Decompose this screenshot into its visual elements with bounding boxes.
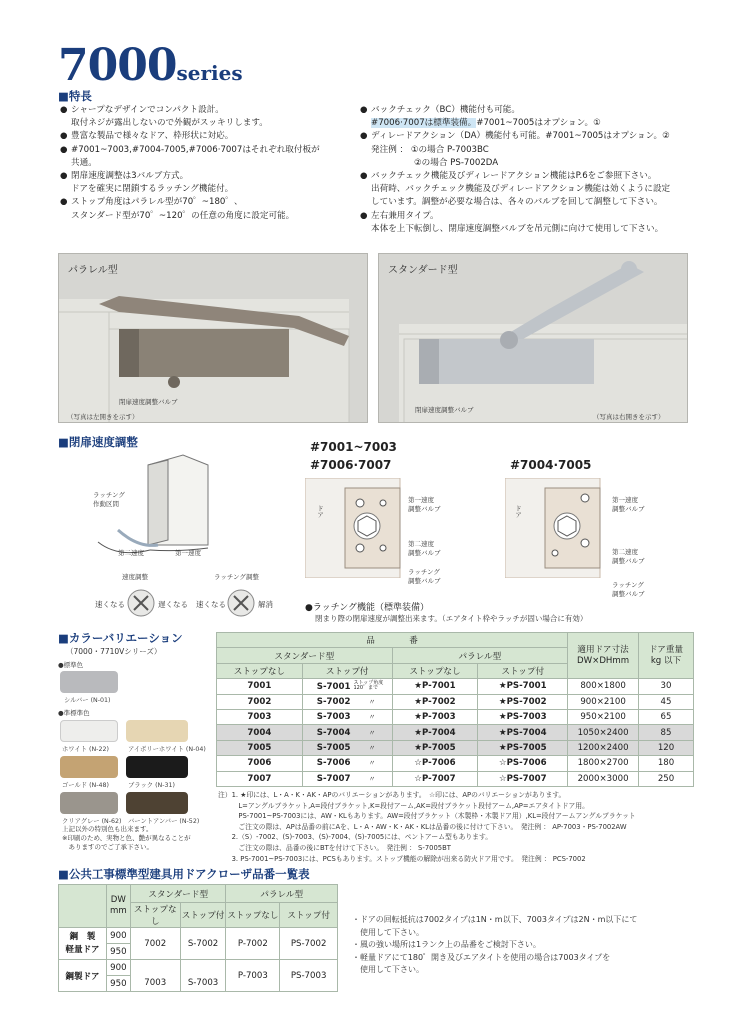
cell-value: S-7007 bbox=[316, 773, 351, 784]
bullet: ● bbox=[60, 197, 68, 208]
bullet: ● bbox=[60, 131, 68, 142]
colors-note-3: ありますのでご了承下さい。 bbox=[62, 843, 153, 851]
color-swatch-label: ブラック (N-31) bbox=[128, 782, 175, 789]
table-cell: ★PS-7002 bbox=[478, 694, 568, 709]
standard-valve-label: 閉扉速度調整バルブ bbox=[415, 406, 474, 414]
right-line bbox=[360, 130, 700, 143]
right-line bbox=[360, 210, 700, 223]
feature-text: 本体を上下転倒し、閉扉速度調整バルブを吊元側に向けて使用して下さい。 bbox=[371, 223, 664, 234]
left-line bbox=[60, 144, 360, 157]
dw-950-a: 950 bbox=[106, 944, 130, 960]
latch-function-desc: 閉まり際の閉扉速度が調整出来ます。（エアタイト枠やラッチが固い場合に有効） bbox=[315, 614, 588, 623]
cell-value: S-7001 bbox=[316, 681, 351, 692]
right-line bbox=[360, 183, 700, 196]
right-line bbox=[360, 170, 700, 183]
features-left bbox=[60, 104, 360, 223]
feature-text: #7001~7005はオプション。① bbox=[476, 118, 601, 129]
latch-adjust-label: ラッチング調整 bbox=[214, 573, 259, 581]
table-cell: ☆PS-7007 bbox=[478, 771, 568, 786]
table-cell: 85 bbox=[639, 725, 694, 740]
pub-s3: 7003 bbox=[130, 976, 180, 992]
standard-color-label: ●標準色 bbox=[58, 661, 84, 669]
color-swatch-label: バーントアンバー (N-52) bbox=[128, 818, 200, 825]
bullet: ● bbox=[60, 105, 68, 115]
parallel-label: パラレル型 bbox=[68, 265, 118, 276]
second-speed-label: 第二速度 bbox=[118, 549, 144, 557]
public-note-line: 使用して下さい。 bbox=[352, 965, 424, 974]
table-cell: 1800×2700 bbox=[568, 756, 639, 771]
ditto-mark: 〃 bbox=[368, 697, 376, 706]
color-swatch bbox=[60, 671, 118, 693]
header-door-size: 適用ドア寸法 DW×DHmm bbox=[568, 633, 639, 679]
title-suffix: series bbox=[176, 61, 243, 85]
feature-text: バックチェック（BC）機能付も可能。 bbox=[371, 105, 520, 115]
table-cell: 30 bbox=[639, 679, 694, 694]
table-cell: 1200×2400 bbox=[568, 740, 639, 755]
valve2-label-b: 第二速度 調整バルブ bbox=[612, 548, 645, 565]
table-cell: ★P-7001 bbox=[392, 679, 478, 694]
header-par-stop: ストップ付 bbox=[478, 663, 568, 678]
table-cell: 800×1800 bbox=[568, 679, 639, 694]
feature-text: バックチェック機能及びディレードアクション機能はP.6をご参照下さい。 bbox=[371, 171, 657, 182]
features-heading: ■特長 bbox=[58, 89, 92, 103]
table-cell: 7001 bbox=[217, 679, 303, 694]
header-std-stop: ストップ付 bbox=[302, 663, 392, 678]
feature-text: ストップ角度はパラレル型が70゜~180゜、 bbox=[71, 197, 243, 208]
valve2-label-a: 第二速度 調整バルブ bbox=[408, 540, 441, 557]
ditto-mark: 〃 bbox=[368, 743, 376, 752]
table-cell bbox=[302, 740, 392, 755]
table-cell: 45 bbox=[639, 694, 694, 709]
colors-note-2: ※印刷のため、実物と色、艶が異なることが bbox=[62, 834, 191, 842]
group-steel: 鋼製ドア bbox=[59, 960, 107, 992]
model-a2: #7006·7007 bbox=[310, 458, 392, 472]
valve1-label-a: 第一速度 調整バルブ bbox=[408, 496, 441, 513]
door-label-b: ドア bbox=[514, 505, 522, 518]
table-note-line: ご注文の際は、APは品番の前にAを、L・A・AW・K・AK・KLは品番の後に付けて下さい。 発注例 ： AP-7003・PS-7002AW bbox=[218, 822, 627, 831]
feature-text: 左右兼用タイプ。 bbox=[371, 210, 439, 221]
table-cell: 1050×2400 bbox=[568, 725, 639, 740]
ditto-mark: 〃 bbox=[368, 728, 376, 737]
table-cell: 250 bbox=[639, 771, 694, 786]
table-cell: 120 bbox=[639, 740, 694, 755]
table-row bbox=[217, 771, 694, 786]
table-cell: 2000×3000 bbox=[568, 771, 639, 786]
table-cell: 7006 bbox=[217, 756, 303, 771]
left-line bbox=[60, 117, 360, 130]
left-line bbox=[60, 210, 360, 223]
header-pub-h1: ストップなし bbox=[130, 903, 180, 928]
table-cell bbox=[302, 694, 392, 709]
door-swing-diagram bbox=[58, 450, 238, 560]
product-table-notes bbox=[218, 790, 636, 864]
cell-value: S-7004 bbox=[316, 727, 351, 738]
semi-standard-color-label: ●準標準色 bbox=[58, 709, 90, 717]
feature-text: ②の場合 PS-7002DA bbox=[371, 157, 499, 168]
pub-s1: 7002 bbox=[130, 928, 180, 960]
table-note-line: PS-7001~PS-7003には、AW・KLもあります。AW=段付ブラケット（木製枠・木製ドア用）,KL=段付アームアングルブラケット bbox=[218, 812, 636, 821]
feature-text: 取付ネジが露出しないので外観がスッキリします。 bbox=[71, 118, 268, 129]
feature-text: ドアを確実に閉鎖するラッチング機能付。 bbox=[71, 184, 234, 195]
public-note-line: 使用して下さい。 bbox=[352, 927, 424, 937]
left-line bbox=[60, 130, 360, 143]
pub-p1: P-7002 bbox=[226, 928, 280, 960]
table-note-line: ご注文の際は、品番の後にBTを付けて下さい。 発注例 ： S-7005BT bbox=[218, 843, 451, 852]
bullet: ● bbox=[60, 171, 68, 182]
valve-diagram-b bbox=[505, 478, 605, 578]
table-row bbox=[217, 725, 694, 740]
public-works-table bbox=[58, 884, 338, 992]
color-swatch bbox=[126, 756, 188, 778]
color-swatch-label: クリアグレー (N-62) bbox=[62, 818, 122, 825]
table-cell: 7002 bbox=[217, 694, 303, 709]
table-cell: 180 bbox=[639, 756, 694, 771]
table-cell: ☆P-7007 bbox=[392, 771, 478, 786]
parallel-closer-illustration bbox=[59, 254, 368, 423]
bullet: ● bbox=[360, 210, 368, 221]
bullet: ● bbox=[60, 144, 68, 155]
header-door-weight: ドア重量 kg 以下 bbox=[639, 633, 694, 679]
product-table bbox=[216, 632, 694, 787]
table-note-line: 3. PS-7001~PS-7003には、PCSもあります。ストップ機能の解除が出来る防火ドア用です。 発注例 ： PCS-7002 bbox=[218, 854, 586, 863]
ditto-mark: 〃 bbox=[368, 759, 376, 768]
latch-zone-label: ラッチング 作動区間 bbox=[93, 491, 125, 508]
public-note-line: ・風の強い場所は1ランク上の品番をご検討下さい。 bbox=[352, 940, 541, 949]
right-line bbox=[360, 223, 700, 236]
parallel-valve-label: 閉扉速度調整バルブ bbox=[119, 398, 178, 406]
header-standard-type: スタンダード型 bbox=[217, 648, 393, 663]
cell-value: S-7006 bbox=[316, 758, 351, 769]
table-cell bbox=[302, 725, 392, 740]
table-cell: 7003 bbox=[217, 709, 303, 724]
color-swatch bbox=[60, 756, 118, 778]
parallel-note: （写真は左開きを示す） bbox=[67, 413, 139, 421]
colors-note-1: 上記以外の特別色も出来ます。 bbox=[62, 825, 153, 833]
table-cell bbox=[302, 679, 392, 694]
public-note-line: ・軽量ドアにて180゜開き及びエアタイトを使用の場合は7003タイプを bbox=[352, 952, 611, 962]
public-table-notes bbox=[352, 914, 637, 977]
cell-value: S-7005 bbox=[316, 742, 351, 753]
stop-angle-note: ストップ角度 120゜まで bbox=[353, 679, 384, 692]
table-cell: ★PS-7004 bbox=[478, 725, 568, 740]
speed-heading: ■閉扉速度調整 bbox=[58, 435, 138, 449]
cell-value: S-7003 bbox=[316, 712, 351, 723]
speed-adjust-label: 速度調整 bbox=[122, 573, 148, 581]
left-line bbox=[60, 183, 360, 196]
header-pub-standard: スタンダード型 bbox=[130, 885, 226, 903]
color-swatch bbox=[60, 720, 118, 742]
latch-valve-icon bbox=[226, 588, 256, 618]
table-cell: 950×2100 bbox=[568, 709, 639, 724]
feature-text: 閉扉速度調整は3バルブ方式。 bbox=[71, 171, 189, 182]
color-swatch bbox=[126, 720, 188, 742]
table-cell: ★P-7004 bbox=[392, 725, 478, 740]
features-right bbox=[360, 104, 700, 236]
cell-value: S-7002 bbox=[316, 696, 351, 707]
right-line bbox=[360, 144, 700, 157]
table-note-line: 2.（S）-7002、(S)-7003、(S)-7004、(S)-7005には、ペントアーム型もあります。 bbox=[218, 833, 493, 842]
feature-text: シャープなデザインでコンパクト設計。 bbox=[71, 105, 224, 115]
parallel-photo bbox=[58, 253, 368, 423]
page-title bbox=[58, 40, 243, 91]
ditto-mark: 〃 bbox=[368, 774, 376, 783]
header-std-stop-none: ストップなし bbox=[217, 663, 303, 678]
public-table-heading: ■公共工事標準型建具用ドアクローザ品番一覧表 bbox=[58, 867, 310, 881]
feature-text: #7001~7003,#7004-7005,#7006·7007はそれぞれ取付板が bbox=[71, 144, 320, 155]
feature-text: 共通。 bbox=[71, 157, 97, 168]
model-b: #7004·7005 bbox=[510, 458, 592, 472]
header-pub-h3: ストップなし bbox=[226, 903, 280, 928]
header-par-stop-none: ストップなし bbox=[392, 663, 478, 678]
table-cell: ★PS-7005 bbox=[478, 740, 568, 755]
pub-p3: P-7003 bbox=[226, 960, 280, 992]
pub-s2: S-7002 bbox=[180, 928, 226, 960]
header-pub-h4: ストップ付 bbox=[280, 903, 338, 928]
table-cell: 65 bbox=[639, 709, 694, 724]
table-cell bbox=[302, 771, 392, 786]
header-pub-h2: ストップ付 bbox=[180, 903, 226, 928]
slow-label: 遅くなる bbox=[158, 600, 188, 609]
latch-function-title: ●ラッチング機能（標準装備） bbox=[305, 603, 430, 613]
valve3-label-b: ラッチング 調整バルブ bbox=[612, 581, 645, 598]
feature-text: 出荷時、バックチェック機能及びディレードアクション機能は効くように設定 bbox=[371, 184, 671, 195]
feature-text: 発注例 ： ①の場合 P-7003BC bbox=[371, 144, 489, 155]
first-speed-label: 第一速度 bbox=[175, 549, 201, 557]
standard-photo bbox=[378, 253, 688, 423]
door-label-a: ドア bbox=[316, 505, 324, 518]
table-cell: ☆P-7006 bbox=[392, 756, 478, 771]
header-pub-parallel: パラレル型 bbox=[226, 885, 338, 903]
table-cell: ★PS-7003 bbox=[478, 709, 568, 724]
dw-900-b: 900 bbox=[106, 960, 130, 976]
standard-note: （写真は右開きを示す） bbox=[593, 413, 665, 421]
header-parallel-type: パラレル型 bbox=[392, 648, 568, 663]
title-number: 7000 bbox=[58, 40, 177, 91]
table-row bbox=[217, 709, 694, 724]
table-cell: ☆PS-7006 bbox=[478, 756, 568, 771]
right-line bbox=[360, 104, 700, 117]
color-swatch bbox=[60, 792, 118, 814]
valve-diagram-a bbox=[305, 478, 405, 578]
table-row bbox=[217, 756, 694, 771]
bullet: ● bbox=[360, 131, 368, 142]
model-a1: #7001~7003 bbox=[310, 440, 397, 454]
dw-950-b: 950 bbox=[106, 976, 130, 992]
group-light-steel: 鋼 製 軽量ドア bbox=[59, 928, 107, 960]
feature-text: しています。調整が必要な場合は、各々のバルブを回して調整して下さい。 bbox=[371, 197, 663, 208]
feature-text: ディレードアクション（DA）機能付も可能。#7001~7005はオプション。② bbox=[371, 131, 670, 142]
right-line bbox=[360, 196, 700, 209]
public-note-line: ・ドアの回転抵抗は7002タイプは1N・m以下、7003タイプは2N・m以下にて bbox=[352, 915, 638, 924]
highlight-text: #7006·7007は標準装備。 bbox=[371, 118, 477, 129]
color-swatch-label: シルバー (N-01) bbox=[64, 697, 111, 704]
table-cell: ★PS-7001 bbox=[478, 679, 568, 694]
right-line bbox=[360, 117, 700, 130]
fast2-label: 速くなる bbox=[196, 600, 226, 609]
header-dw: DW mm bbox=[106, 885, 130, 928]
left-line bbox=[60, 170, 360, 183]
right-line bbox=[360, 157, 700, 170]
colors-subheading: （7000・7710Vシリーズ） bbox=[66, 647, 162, 656]
table-cell bbox=[302, 709, 392, 724]
standard-label: スタンダード型 bbox=[388, 265, 458, 276]
table-cell: 7004 bbox=[217, 725, 303, 740]
bullet: ● bbox=[360, 171, 368, 182]
color-swatch bbox=[126, 792, 188, 814]
pub-s4: S-7003 bbox=[180, 976, 226, 992]
table-cell: ★P-7003 bbox=[392, 709, 478, 724]
table-note-line: L=アングルブラケット,A=段付ブラケット,K=段付アーム,AK=段付ブラケット段付アーム,AP=エアタイトドア用。 bbox=[218, 801, 589, 810]
speed-valve-icon bbox=[126, 588, 156, 618]
bullet: ● bbox=[360, 105, 368, 115]
table-cell: ★P-7005 bbox=[392, 740, 478, 755]
color-swatch-label: ホワイト (N-22) bbox=[62, 746, 109, 753]
left-line bbox=[60, 196, 360, 209]
ditto-mark: 〃 bbox=[368, 713, 376, 722]
valve1-label-b: 第一速度 調整バルブ bbox=[612, 496, 645, 513]
standard-closer-illustration bbox=[379, 254, 688, 423]
feature-text: 豊富な製品で様々なドア、枠形状に対応。 bbox=[71, 131, 234, 142]
table-cell bbox=[302, 756, 392, 771]
table-cell: 900×2100 bbox=[568, 694, 639, 709]
left-line bbox=[60, 104, 360, 117]
release-label: 解消 bbox=[258, 600, 273, 609]
header-product: 品 番 bbox=[217, 633, 568, 648]
pub-p2: PS-7002 bbox=[280, 928, 338, 960]
pub-s3-blank bbox=[130, 960, 180, 976]
table-cell: ★P-7002 bbox=[392, 694, 478, 709]
color-swatch-label: ゴールド (N-48) bbox=[62, 782, 109, 789]
fast-label: 速くなる bbox=[95, 600, 125, 609]
pub-s4-blank bbox=[180, 960, 226, 976]
valve3-label-a: ラッチング 調整バルブ bbox=[408, 568, 441, 585]
table-row bbox=[217, 679, 694, 694]
color-swatch-label: アイボリーホワイト (N-04) bbox=[128, 746, 206, 753]
left-line bbox=[60, 157, 360, 170]
table-row bbox=[217, 740, 694, 755]
pub-p4: PS-7003 bbox=[280, 960, 338, 992]
dw-900-a: 900 bbox=[106, 928, 130, 944]
table-cell: 7005 bbox=[217, 740, 303, 755]
table-note-line: 注）1. ★印には、L・A・K・AK・APのバリエーションがあります。 ☆印には、APのバリエーションがあります。 bbox=[218, 791, 566, 799]
table-row bbox=[217, 694, 694, 709]
colors-heading: ■カラーバリエーション bbox=[58, 631, 183, 645]
feature-text: スタンダード型が70゜~120゜の任意の角度に設定可能。 bbox=[71, 210, 295, 221]
table-cell: 7007 bbox=[217, 771, 303, 786]
